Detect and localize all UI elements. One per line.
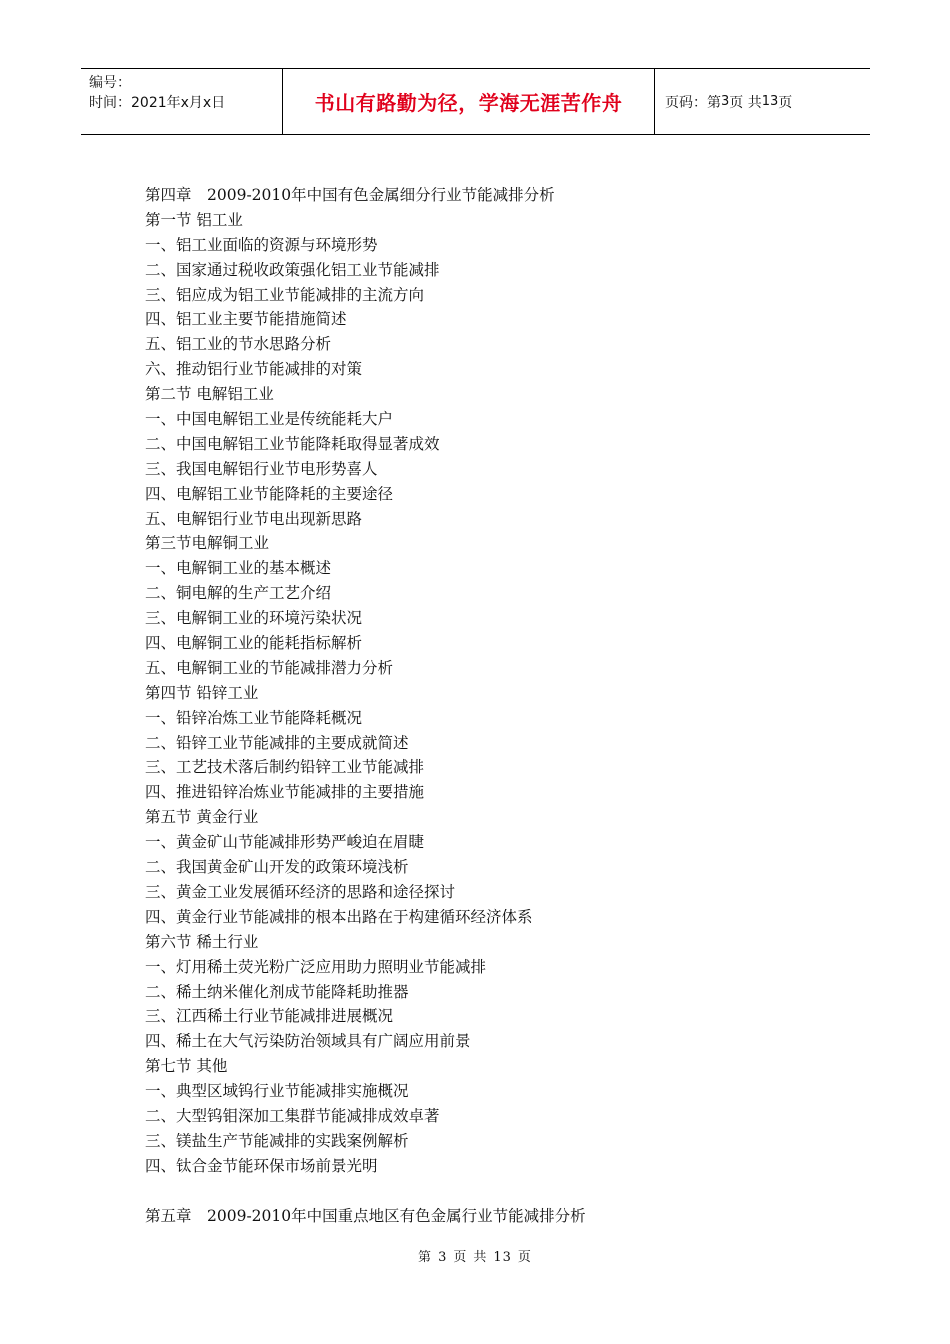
toc-line: 第二节 电解铝工业 (145, 385, 274, 404)
document-code-label: 编号： (89, 75, 131, 91)
toc-line: 三、工艺技术落后制约铅锌工业节能减排 (145, 758, 425, 777)
footer-word-1: 第 (418, 1250, 433, 1265)
toc-line: 六、推动铝行业节能减排的对策 (145, 360, 363, 379)
toc-line: 二、大型钨钼深加工集群节能减排成效卓著 (145, 1106, 440, 1125)
page-current: 3 (721, 94, 730, 109)
spacer (145, 1179, 845, 1204)
toc-line: 三、电解铜工业的环境污染状况 (145, 609, 363, 628)
toc-line: 二、中国电解铝工业节能降耗取得显著成效 (145, 434, 440, 453)
toc-line: 四、电解铜工业的能耗指标解析 (145, 634, 363, 653)
toc-line: 四、黄金行业节能减排的根本出路在于构建循环经济体系 (145, 907, 533, 926)
table-of-contents (145, 183, 845, 1228)
toc-line: 四、稀土在大气污染防治领域具有广阔应用前景 (145, 1032, 471, 1051)
header-meta (81, 69, 282, 134)
chapter-5-title: 第五章 2009-2010年中国重点地区有色金属行业节能减排分析 (145, 1206, 586, 1225)
toc-line: 第一节 铝工业 (145, 210, 243, 229)
page-mid: 页 共 (729, 94, 762, 111)
toc-line: 二、国家通过税收政策强化铝工业节能减排 (145, 260, 440, 279)
footer-word-4: 页 (517, 1250, 532, 1265)
page-total: 13 (761, 94, 779, 109)
footer-total-pages: 13 (493, 1250, 512, 1265)
footer-word-3: 共 (473, 1250, 488, 1265)
page-label: 页码：第 (665, 94, 721, 111)
toc-line: 一、铅锌冶炼工业节能降耗概况 (145, 708, 363, 727)
toc-line: 第五节 黄金行业 (145, 808, 259, 827)
toc-line: 三、黄金工业发展循环经济的思路和途径探讨 (145, 882, 456, 901)
toc-line: 五、铝工业的节水思路分析 (145, 335, 332, 354)
document-time-label: 时间：2021年x月x日 (89, 95, 226, 111)
footer-current-page: 3 (438, 1250, 448, 1265)
toc-line: 三、我国电解铝行业节电形势喜人 (145, 459, 378, 478)
toc-line: 一、黄金矿山节能减排形势严峻迫在眉睫 (145, 833, 425, 852)
toc-line: 二、铅锌工业节能减排的主要成就简述 (145, 733, 409, 752)
header-page-number (655, 69, 870, 134)
toc-lines (145, 208, 845, 1179)
toc-line: 第三节电解铜工业 (145, 534, 270, 553)
toc-line: 五、电解铜工业的节能减排潜力分析 (145, 658, 394, 677)
toc-line: 一、铝工业面临的资源与环境形势 (145, 235, 378, 254)
toc-line: 三、镁盐生产节能减排的实践案例解析 (145, 1131, 409, 1150)
chapter-4-title: 第四章 2009-2010年中国有色金属细分行业节能减排分析 (145, 186, 555, 204)
toc-line: 一、典型区域钨行业节能减排实施概况 (145, 1082, 409, 1101)
toc-line: 一、电解铜工业的基本概述 (145, 559, 332, 578)
toc-line: 四、电解铝工业节能降耗的主要途径 (145, 484, 394, 503)
footer-word-2: 页 (453, 1250, 468, 1265)
toc-line: 三、铝应成为铝工业节能减排的主流方向 (145, 285, 425, 304)
toc-line: 三、江西稀土行业节能减排进展概况 (145, 1007, 394, 1026)
header-motto: 书山有路勤为径，学海无涯苦作舟 (282, 69, 655, 134)
toc-line: 一、中国电解铝工业是传统能耗大户 (145, 410, 394, 429)
toc-line: 第六节 稀土行业 (145, 932, 259, 951)
toc-line: 四、推进铅锌冶炼业节能减排的主要措施 (145, 783, 425, 802)
toc-line: 第四节 铅锌工业 (145, 683, 259, 702)
toc-line: 五、电解铝行业节电出现新思路 (145, 509, 363, 528)
toc-line: 二、稀土纳米催化剂成节能降耗助推器 (145, 982, 409, 1001)
toc-line: 四、钛合金节能环保市场前景光明 (145, 1156, 378, 1175)
page-end: 页 (778, 94, 793, 111)
toc-line: 第七节 其他 (145, 1057, 228, 1076)
page-header (81, 68, 870, 135)
page-footer (0, 1246, 950, 1265)
toc-line: 二、我国黄金矿山开发的政策环境浅析 (145, 858, 409, 877)
toc-line: 一、灯用稀土荧光粉广泛应用助力照明业节能减排 (145, 957, 487, 976)
toc-line: 二、铜电解的生产工艺介绍 (145, 584, 332, 603)
toc-line: 四、铝工业主要节能措施简述 (145, 310, 347, 329)
